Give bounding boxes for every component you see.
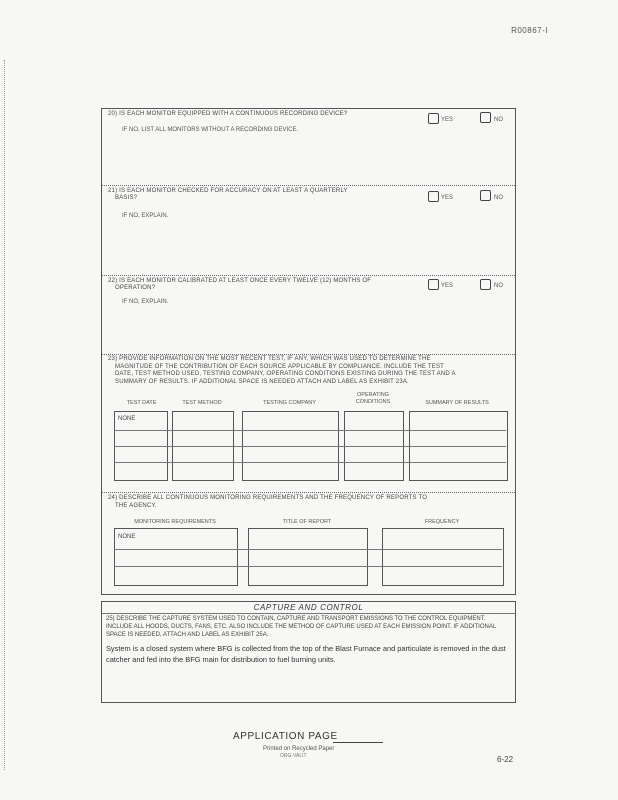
yes-checkbox[interactable] <box>428 191 439 202</box>
capture-control-section <box>101 601 516 703</box>
question-line: MAGNITUDE OF THE CONTRIBUTION OF EACH SOURCE APPLICABLE BY COMPLIANCE. INCLUDE THE TEST <box>115 363 445 370</box>
punch-hole-margin <box>4 60 11 770</box>
table-row-line <box>114 549 502 550</box>
question-text: 20) IS EACH MONITOR EQUIPPED WITH A CONTINUOUS RECORDING DEVICE? <box>108 111 348 117</box>
footer-subtitle: Printed on Recycled Paper <box>263 746 335 752</box>
report-title-column[interactable] <box>248 528 368 586</box>
column-header: SUMMARY OF RESULTS <box>425 400 489 406</box>
question-text: 21) IS EACH MONITOR CHECKED FOR ACCURACY ON AT LEAST A QUARTERLY <box>108 188 348 194</box>
yes-checkbox[interactable] <box>428 113 439 124</box>
column-header: TEST METHOD <box>182 400 222 406</box>
question-text-cont: OPERATION? <box>115 285 156 291</box>
column-header: FREQUENCY <box>424 519 460 525</box>
question-line: THE AGENCY. <box>115 502 157 509</box>
column-header: MONITORING REQUIREMENTS <box>134 519 216 525</box>
form-page <box>101 108 516 595</box>
question-text: 22) IS EACH MONITOR CALIBRATED AT LEAST ONCE EVERY TWELVE (12) MONTHS OF <box>108 278 372 284</box>
table-cell: NONE <box>118 416 136 422</box>
document-id: R00867-I <box>511 26 548 35</box>
table-row-line <box>114 462 506 463</box>
question-recent-test <box>102 354 515 493</box>
question-calibration <box>102 275 515 355</box>
no-label: NO <box>494 195 503 201</box>
yes-checkbox[interactable] <box>428 279 439 290</box>
footer-underline <box>333 742 383 743</box>
question-line: 23) PROVIDE INFORMATION ON THE MOST RECENT TEST, IF ANY, WHICH WAS USED TO DETERMINE THE <box>108 356 431 362</box>
question-accuracy-check <box>102 185 515 276</box>
no-label: NO <box>494 283 503 289</box>
question-line: SUMMARY OF RESULTS. IF ADDITIONAL SPACE IS NEEDED ATTACH AND LABEL AS EXHIBIT 23A. <box>115 378 409 385</box>
capture-question: 25) DESCRIBE THE CAPTURE SYSTEM USED TO CONTAIN, CAPTURE AND TRANSPORT EMISSIONS TO THE CONTROL EQUIPMENT. INCLUDE ALL HOODS, DUCTS, FANS, ETC. ALSO INCLUDE THE METHOD OF CAPTURE USED AT EACH EMISSION POINT. IF ADDITIONAL SPACE IS NEEDED, ATTACH AND LABEL AS EXHIBIT 25A. <box>106 616 496 638</box>
column-header: TITLE OF REPORT <box>282 519 332 525</box>
section-title: CAPTURE AND CONTROL <box>102 602 515 614</box>
footer-code: ORG-VALIT <box>280 753 307 759</box>
column-header: OPERATING CONDITIONS <box>355 392 391 405</box>
question-line: DATE, TEST METHOD USED, TESTING COMPANY, OPERATING CONDITIONS EXISTING DURING THE TEST AND A <box>115 371 456 377</box>
no-checkbox[interactable] <box>480 190 491 201</box>
capture-answer[interactable]: System is a closed system where BFG is collected from the top of the Blast Furnace and particulate is removed in the dust catcher and fed into the BFG main for distribution to fuel burning units. <box>106 644 506 664</box>
yes-label: YES <box>441 283 454 289</box>
table-row-line <box>114 566 502 567</box>
table-row-line <box>114 446 506 447</box>
yes-label: YES <box>441 195 454 201</box>
table-cell: NONE <box>118 534 136 540</box>
page-number: 6-22 <box>497 755 514 764</box>
question-subtext: IF NO, EXPLAIN. <box>122 299 169 305</box>
footer-title: APPLICATION PAGE <box>233 731 338 742</box>
frequency-column[interactable] <box>382 528 504 586</box>
question-line: 24) DESCRIBE ALL CONTINUOUS MONITORING REQUIREMENTS AND THE FREQUENCY OF REPORTS TO <box>108 495 428 501</box>
question-monitoring-requirements <box>102 492 515 595</box>
column-header: TESTING COMPANY <box>263 400 316 406</box>
question-subtext: IF NO, LIST ALL MONITORS WITHOUT A RECORDING DEVICE. <box>122 127 299 133</box>
question-text-cont: BASIS? <box>115 195 138 201</box>
question-recording-device <box>102 109 515 185</box>
yes-label: YES <box>441 117 454 123</box>
no-label: NO <box>494 117 503 123</box>
no-checkbox[interactable] <box>480 112 491 123</box>
column-header: TEST DATE <box>126 400 157 406</box>
no-checkbox[interactable] <box>480 279 491 290</box>
table-row-line <box>114 430 506 431</box>
question-subtext: IF NO, EXPLAIN. <box>122 213 169 219</box>
